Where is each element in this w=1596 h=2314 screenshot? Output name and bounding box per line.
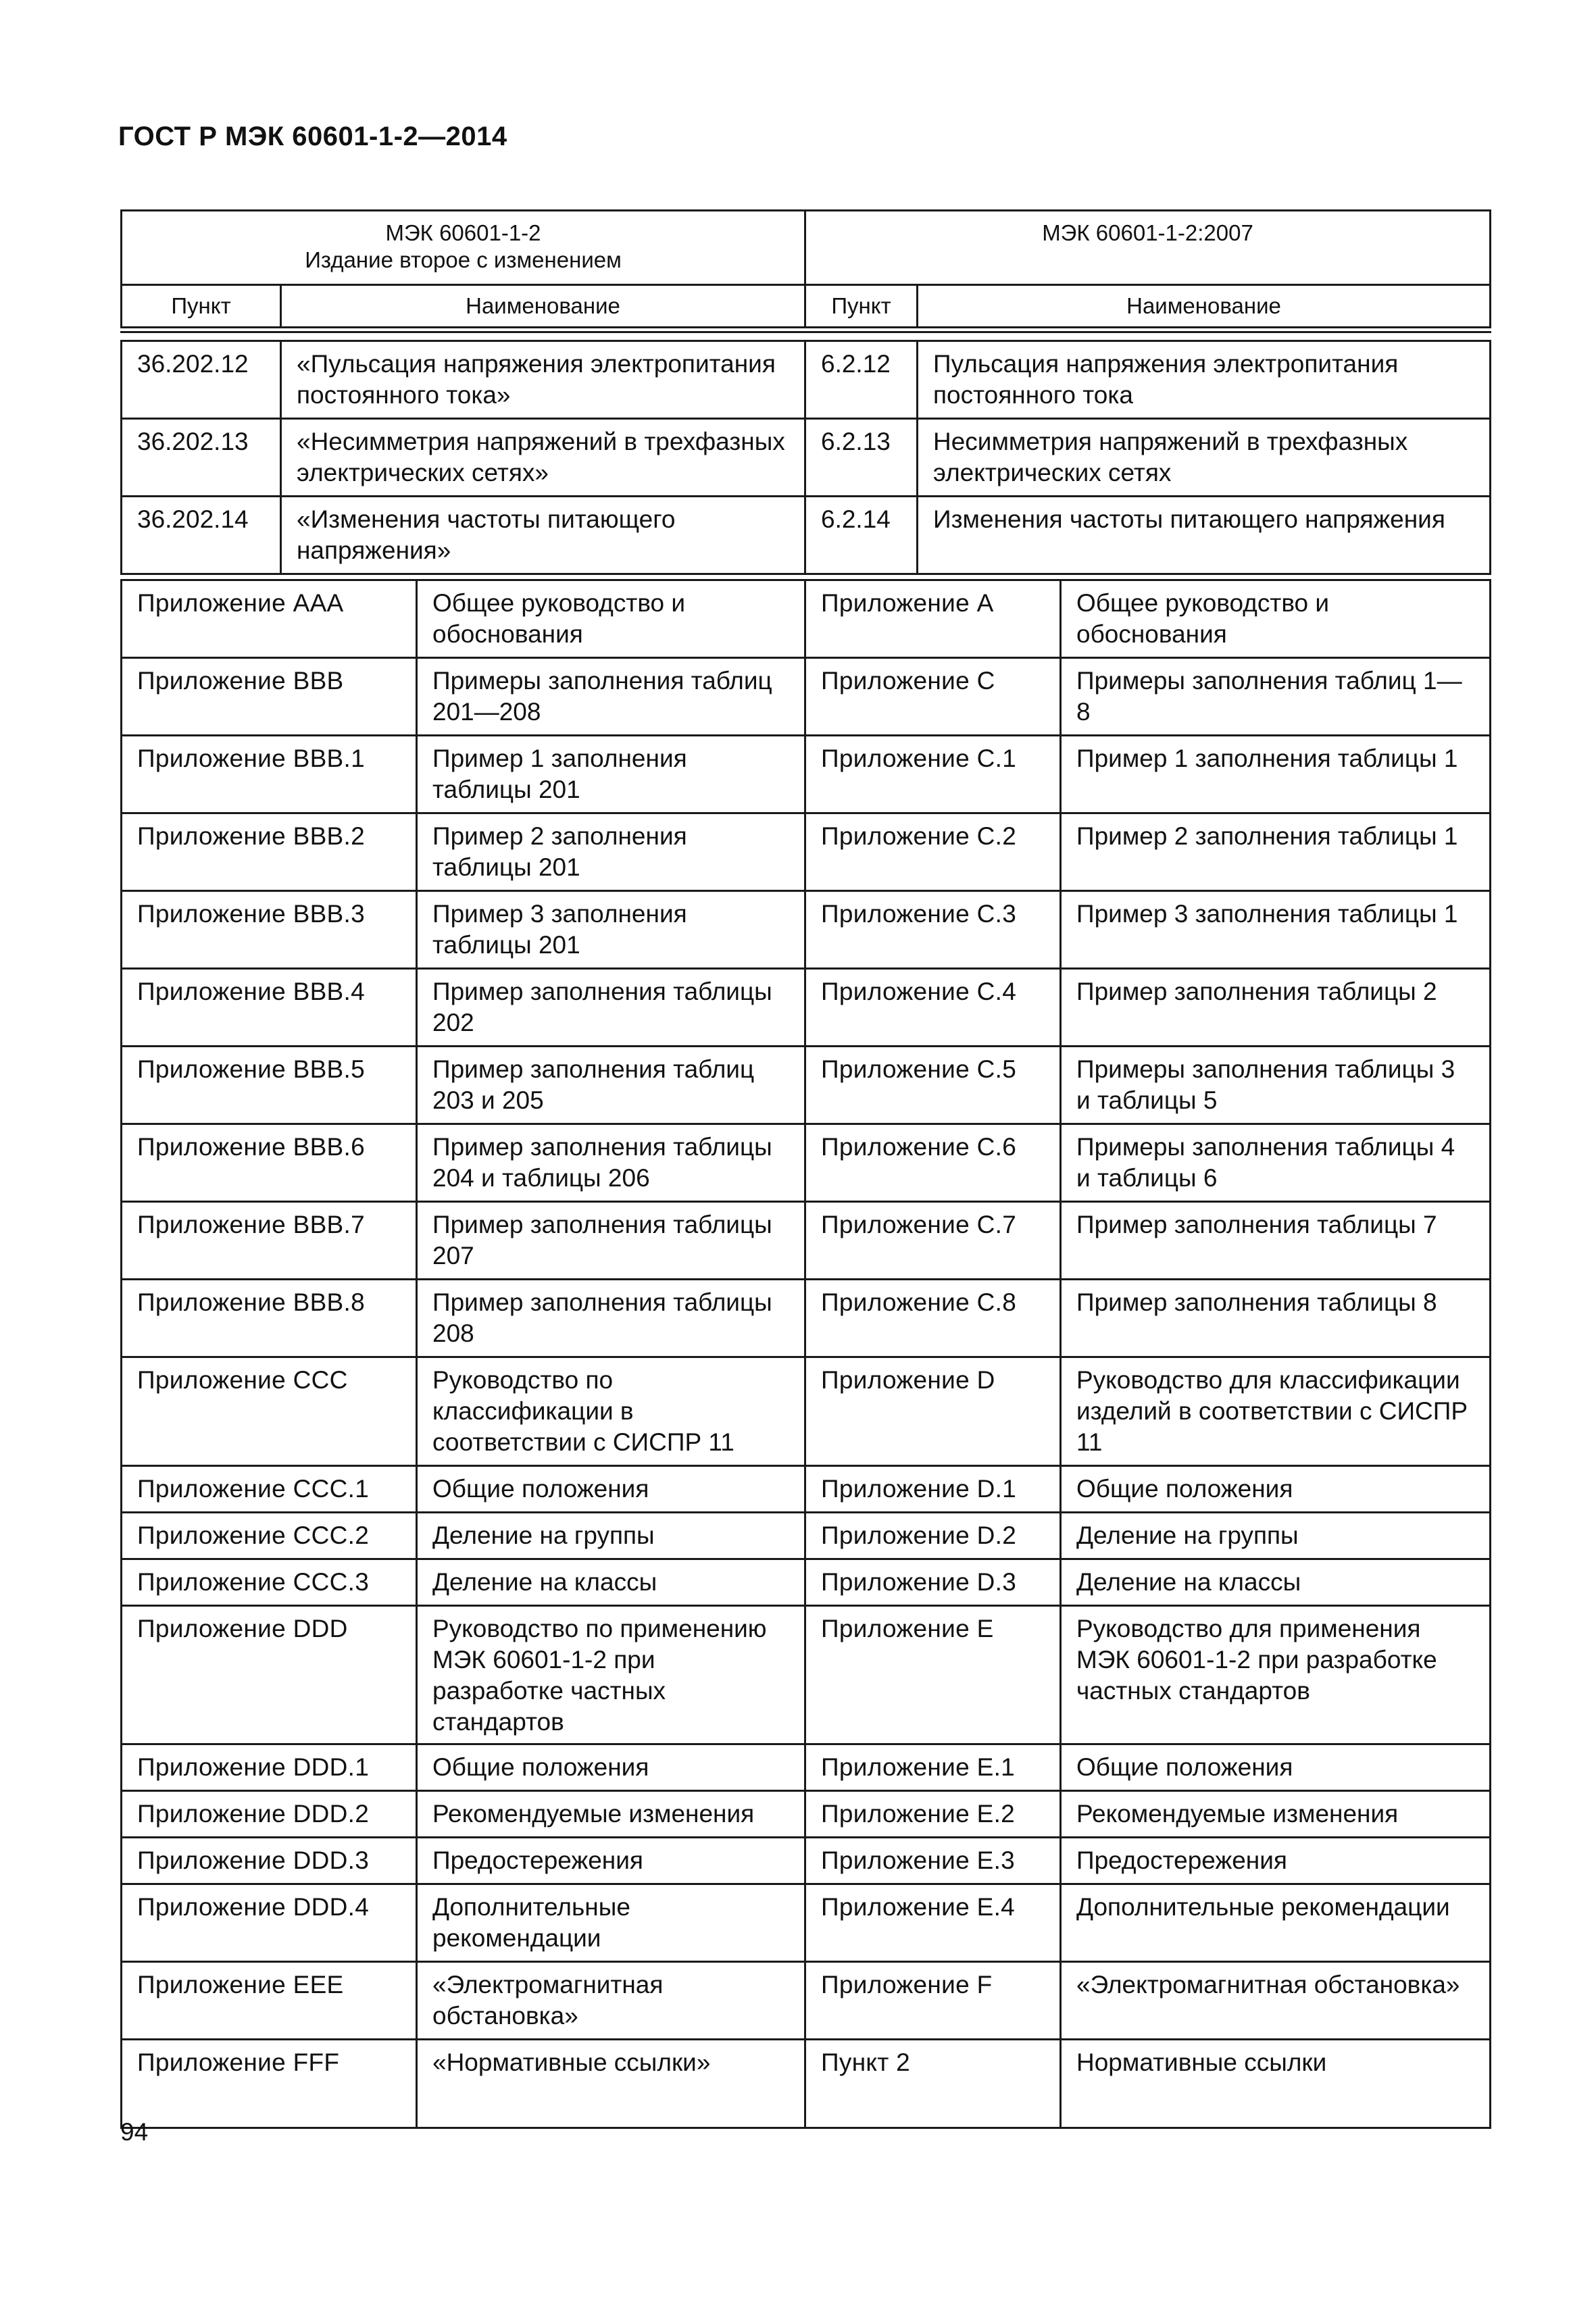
right-item-cell: 6.2.13 xyxy=(805,419,918,497)
left-item-cell: Приложение BBB.6 xyxy=(122,1124,417,1202)
left-name-cell: Пример заполнения таблиц 203 и 205 xyxy=(417,1047,805,1124)
left-item-cell: Приложение BBB.4 xyxy=(122,969,417,1047)
right-name-cell: Нормативные ссылки xyxy=(1061,2040,1491,2128)
right-item-cell: Пункт 2 xyxy=(805,2040,1061,2128)
table-row xyxy=(122,1466,1491,1513)
header-left-group xyxy=(122,211,805,285)
right-item-cell: Приложение C xyxy=(805,658,1061,736)
table-row xyxy=(122,1280,1491,1357)
right-item-cell: Приложение E.1 xyxy=(805,1744,1061,1791)
table-row xyxy=(122,1559,1491,1606)
right-item-cell: Приложение C.3 xyxy=(805,891,1061,969)
right-item-cell: Приложение C.6 xyxy=(805,1124,1061,1202)
left-name-cell: Деление на группы xyxy=(417,1513,805,1559)
right-item-cell: Приложение C.5 xyxy=(805,1047,1061,1124)
left-item-cell: Приложение CCC xyxy=(122,1357,417,1466)
header-col-item: Пункт xyxy=(122,285,281,330)
right-name-cell: Предостережения xyxy=(1061,1838,1491,1884)
right-name-cell: Пример заполнения таблицы 7 xyxy=(1061,1202,1491,1280)
table-row xyxy=(122,419,1491,497)
table-row xyxy=(122,1962,1491,2040)
table-header xyxy=(120,209,1491,333)
left-name-cell: Дополнительные рекомендации xyxy=(417,1884,805,1962)
left-name-cell: Пример 3 заполнения таблицы 201 xyxy=(417,891,805,969)
right-name-cell: Рекомендуемые изменения xyxy=(1061,1791,1491,1838)
left-name-cell: «Несимметрия напряжений в трехфазных электрических сетях» xyxy=(281,419,805,497)
document-title: ГОСТ Р МЭК 60601-1-2—2014 xyxy=(118,122,507,151)
page-number: 94 xyxy=(120,2118,149,2146)
left-name-cell: Общие положения xyxy=(417,1466,805,1513)
right-name-cell: Примеры заполнения таблиц 1—8 xyxy=(1061,658,1491,736)
table-row xyxy=(122,1047,1491,1124)
left-name-cell: Пример 2 заполнения таблицы 201 xyxy=(417,813,805,891)
table-row xyxy=(122,1884,1491,1962)
table-row xyxy=(122,813,1491,891)
left-name-cell: «Пульсация напряжения электропитания постоянного тока» xyxy=(281,341,805,419)
right-item-cell: 6.2.14 xyxy=(805,497,918,574)
right-name-cell: Деление на группы xyxy=(1061,1513,1491,1559)
right-name-cell: Руководство для применения МЭК 60601-1-2 при разработке частных стандартов xyxy=(1061,1606,1491,1744)
table-row xyxy=(122,736,1491,813)
right-name-cell: Общие положения xyxy=(1061,1466,1491,1513)
left-name-cell: «Изменения частоты питающего напряжения» xyxy=(281,497,805,574)
left-item-cell: Приложение EEE xyxy=(122,1962,417,2040)
right-name-cell: Пример заполнения таблицы 2 xyxy=(1061,969,1491,1047)
right-name-cell: Общее руководство и обоснования xyxy=(1061,580,1491,658)
left-name-cell: «Нормативные ссылки» xyxy=(417,2040,805,2128)
left-item-cell: 36.202.14 xyxy=(122,497,281,574)
table-row xyxy=(122,497,1491,574)
left-item-cell: Приложение BBB.5 xyxy=(122,1047,417,1124)
left-item-cell: Приложение CCC.1 xyxy=(122,1466,417,1513)
right-name-cell: Деление на классы xyxy=(1061,1559,1491,1606)
header-left-group-line1: МЭК 60601-1-2 xyxy=(385,220,541,245)
left-item-cell: Приложение DDD.2 xyxy=(122,1791,417,1838)
table-row xyxy=(122,1202,1491,1280)
left-name-cell: Пример заполнения таблицы 207 xyxy=(417,1202,805,1280)
right-item-cell: Приложение C.8 xyxy=(805,1280,1061,1357)
left-name-cell: Руководство по классификации в соответствии с СИСПР 11 xyxy=(417,1357,805,1466)
header-col-item-right: Пункт xyxy=(805,285,918,330)
table-row xyxy=(122,969,1491,1047)
table-row xyxy=(122,2040,1491,2128)
header-right-group: МЭК 60601-1-2:2007 xyxy=(805,211,1491,285)
table-row xyxy=(122,580,1491,658)
left-item-cell: Приложение DDD.3 xyxy=(122,1838,417,1884)
right-name-cell: Общие положения xyxy=(1061,1744,1491,1791)
right-name-cell: Несимметрия напряжений в трехфазных электрических сетях xyxy=(918,419,1491,497)
right-item-cell: Приложение C.1 xyxy=(805,736,1061,813)
right-item-cell: Приложение A xyxy=(805,580,1061,658)
left-name-cell: Деление на классы xyxy=(417,1559,805,1606)
table-row xyxy=(122,1791,1491,1838)
table-row xyxy=(122,1124,1491,1202)
right-name-cell: Изменения частоты питающего напряжения xyxy=(918,497,1491,574)
header-left-group-line2: Издание второе с изменением xyxy=(305,247,622,272)
left-name-cell: «Электромагнитная обстановка» xyxy=(417,1962,805,2040)
left-item-cell: Приложение BBB.7 xyxy=(122,1202,417,1280)
left-item-cell: Приложение BBB xyxy=(122,658,417,736)
right-name-cell: Примеры заполнения таблицы 4 и таблицы 6 xyxy=(1061,1124,1491,1202)
right-item-cell: Приложение D.2 xyxy=(805,1513,1061,1559)
header-col-name: Наименование xyxy=(281,285,805,330)
left-item-cell: Приложение CCC.2 xyxy=(122,1513,417,1559)
left-name-cell: Пример 1 заполнения таблицы 201 xyxy=(417,736,805,813)
table-annexes xyxy=(120,579,1491,2129)
left-item-cell: Приложение AAA xyxy=(122,580,417,658)
table-row xyxy=(122,1606,1491,1744)
left-item-cell: Приложение FFF xyxy=(122,2040,417,2128)
table-row xyxy=(122,891,1491,969)
left-name-cell: Пример заполнения таблицы 204 и таблицы 206 xyxy=(417,1124,805,1202)
right-item-cell: Приложение D.1 xyxy=(805,1466,1061,1513)
table-row xyxy=(122,1838,1491,1884)
right-name-cell: «Электромагнитная обстановка» xyxy=(1061,1962,1491,2040)
left-item-cell: Приложение BBB.8 xyxy=(122,1280,417,1357)
right-name-cell: Пример 1 заполнения таблицы 1 xyxy=(1061,736,1491,813)
right-name-cell: Пример 3 заполнения таблицы 1 xyxy=(1061,891,1491,969)
right-item-cell: Приложение C.7 xyxy=(805,1202,1061,1280)
right-item-cell: Приложение C.4 xyxy=(805,969,1061,1047)
right-item-cell: Приложение D.3 xyxy=(805,1559,1061,1606)
table-row xyxy=(122,658,1491,736)
header-col-name-right: Наименование xyxy=(918,285,1491,330)
left-name-cell: Рекомендуемые изменения xyxy=(417,1791,805,1838)
right-item-cell: 6.2.12 xyxy=(805,341,918,419)
right-item-cell: Приложение C.2 xyxy=(805,813,1061,891)
left-item-cell: Приложение DDD xyxy=(122,1606,417,1744)
right-item-cell: Приложение E.3 xyxy=(805,1838,1061,1884)
left-name-cell: Пример заполнения таблицы 202 xyxy=(417,969,805,1047)
left-name-cell: Предостережения xyxy=(417,1838,805,1884)
right-item-cell: Приложение D xyxy=(805,1357,1061,1466)
left-item-cell: Приложение BBB.2 xyxy=(122,813,417,891)
right-item-cell: Приложение E.2 xyxy=(805,1791,1061,1838)
left-item-cell: Приложение BBB.1 xyxy=(122,736,417,813)
left-name-cell: Общее руководство и обоснования xyxy=(417,580,805,658)
right-name-cell: Примеры заполнения таблицы 3 и таблицы 5 xyxy=(1061,1047,1491,1124)
left-name-cell: Пример заполнения таблицы 208 xyxy=(417,1280,805,1357)
table-row xyxy=(122,1744,1491,1791)
left-name-cell: Руководство по применению МЭК 60601-1-2 при разработке частных стандартов xyxy=(417,1606,805,1744)
left-item-cell: 36.202.12 xyxy=(122,341,281,419)
table-row xyxy=(122,1513,1491,1559)
left-item-cell: Приложение CCC.3 xyxy=(122,1559,417,1606)
right-name-cell: Дополнительные рекомендации xyxy=(1061,1884,1491,1962)
table-row xyxy=(122,1357,1491,1466)
left-item-cell: Приложение DDD.1 xyxy=(122,1744,417,1791)
left-item-cell: Приложение BBB.3 xyxy=(122,891,417,969)
left-name-cell: Примеры заполнения таблиц 201—208 xyxy=(417,658,805,736)
left-item-cell: 36.202.13 xyxy=(122,419,281,497)
right-name-cell: Руководство для классификации изделий в соответствии с СИСПР 11 xyxy=(1061,1357,1491,1466)
right-name-cell: Пример 2 заполнения таблицы 1 xyxy=(1061,813,1491,891)
right-item-cell: Приложение F xyxy=(805,1962,1061,2040)
right-item-cell: Приложение E xyxy=(805,1606,1061,1744)
right-item-cell: Приложение E.4 xyxy=(805,1884,1061,1962)
table-row xyxy=(122,341,1491,419)
left-name-cell: Общие положения xyxy=(417,1744,805,1791)
left-item-cell: Приложение DDD.4 xyxy=(122,1884,417,1962)
right-name-cell: Пульсация напряжения электропитания постоянного тока xyxy=(918,341,1491,419)
table-items xyxy=(120,340,1491,575)
right-name-cell: Пример заполнения таблицы 8 xyxy=(1061,1280,1491,1357)
